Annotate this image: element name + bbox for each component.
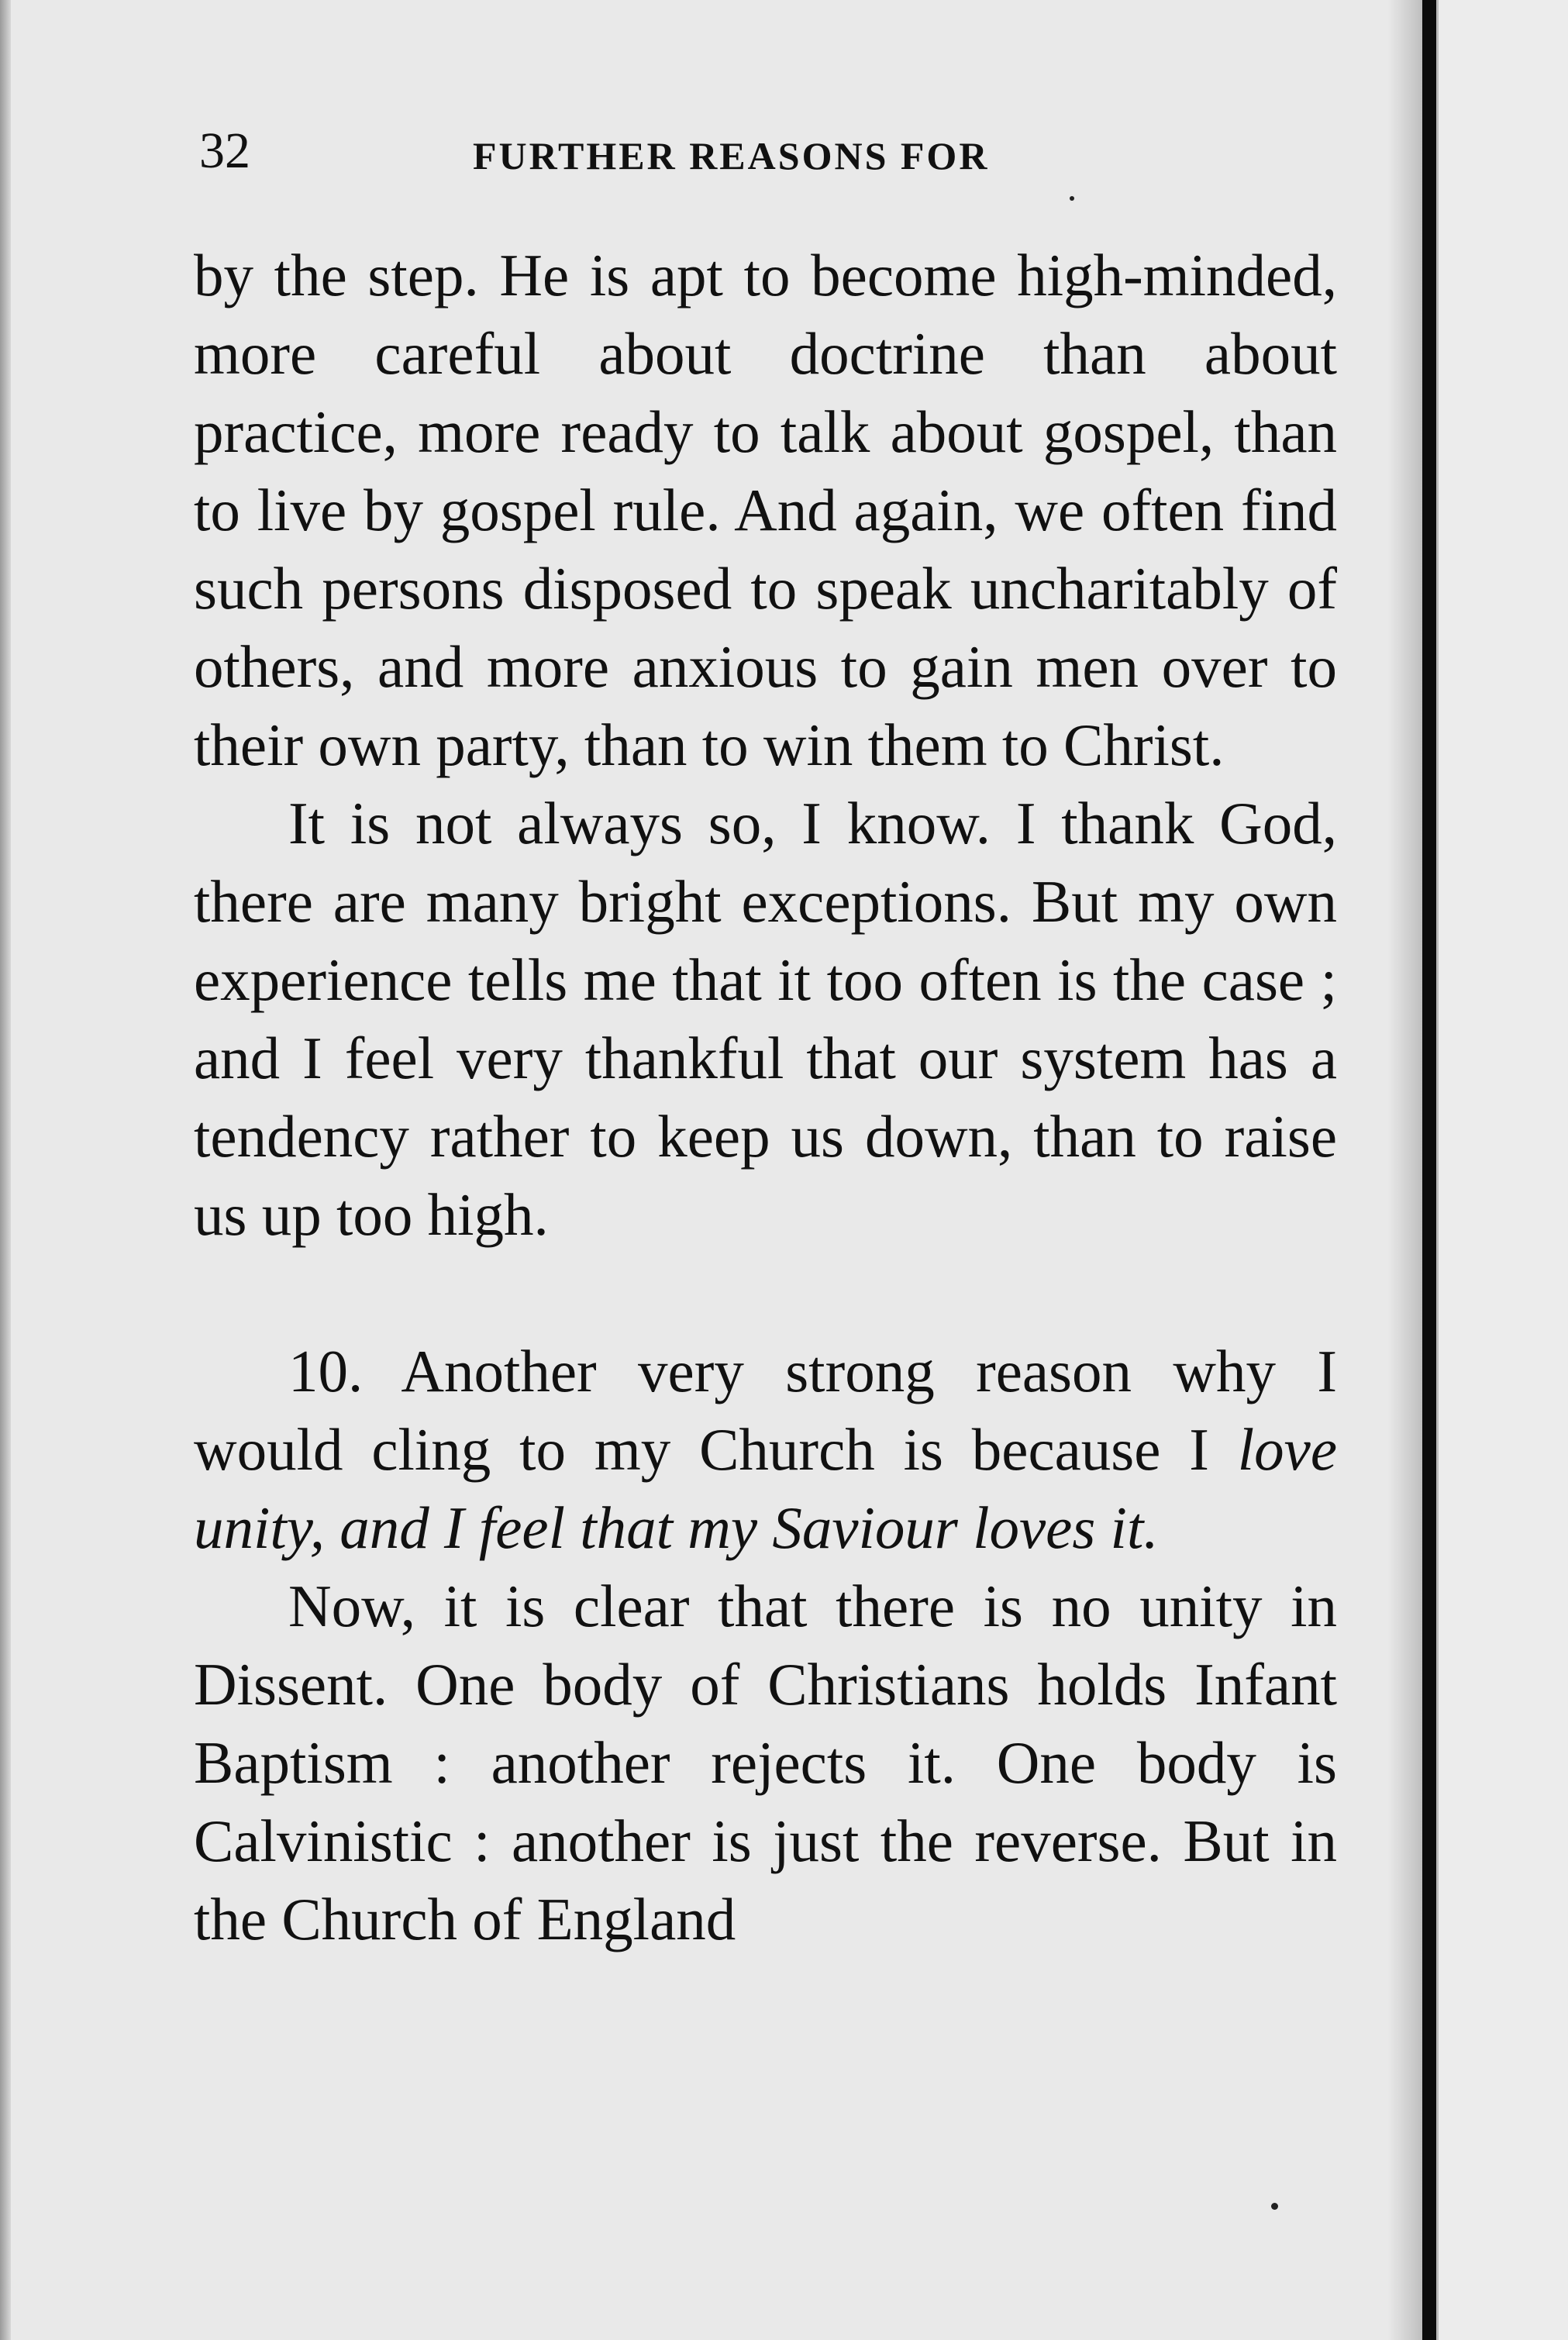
facing-page-edge bbox=[1436, 0, 1568, 2340]
paragraph-lead-text: 10. Another very strong reason why I would cling to my Church is because I bbox=[194, 1338, 1337, 1483]
running-head: FURTHER REASONS FOR bbox=[473, 134, 990, 177]
ink-speck bbox=[1271, 2203, 1278, 2210]
page-number: 32 bbox=[199, 122, 250, 179]
ink-speck bbox=[1070, 196, 1074, 201]
body-text bbox=[194, 236, 1337, 1959]
binding-gutter bbox=[1422, 0, 1436, 2340]
paragraph: It is not always so, I know. I thank God, there are many bright exceptions. But my own experience tells me that it too often is the case ; and I feel very thankful that our system has a tendency rather to keep us down, than to raise us up too high. bbox=[194, 790, 1337, 1248]
paragraph-continued: by the step. He is apt to become high-minded, more careful about doctrine than about practice, more ready to talk about gospel, than to live by gospel rule. And again, we often find such persons disposed to speak uncharitably of others, and more anxious to gain men over to their own party, than to win them to Christ. bbox=[194, 242, 1337, 778]
page-left-edge bbox=[0, 0, 11, 2340]
italic-emphasis: love unity, and I feel that my Saviour loves it. bbox=[194, 1416, 1337, 1561]
numbered-paragraph bbox=[194, 1332, 1337, 1567]
facing-page-edge-line bbox=[1436, 0, 1439, 2340]
spine-shadow bbox=[1387, 0, 1422, 2340]
paragraph: Now, it is clear that there is no unity in Dissent. One body of Christians holds Infant Baptism : another rejects it. One body is Calvinistic : another is just the reverse. But in the Church of England bbox=[194, 1573, 1337, 1952]
